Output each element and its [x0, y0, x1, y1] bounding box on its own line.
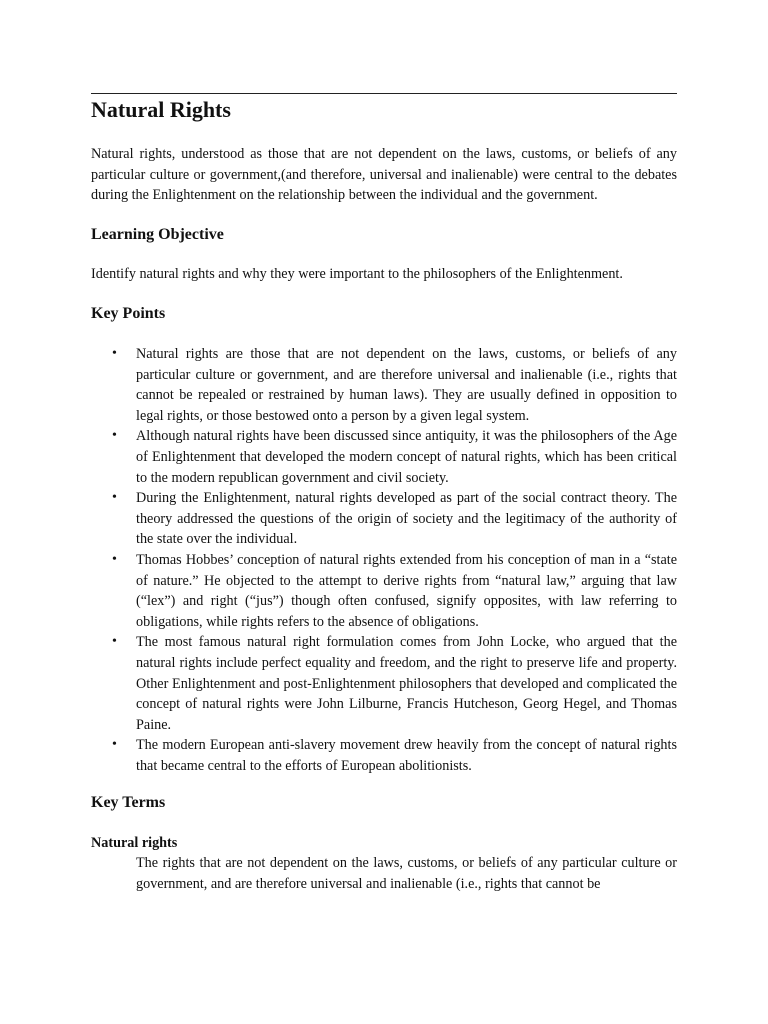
learning-objective-text: Identify natural rights and why they were important to the philosophers of the Enlightenment. — [91, 266, 623, 282]
list-item-text: Although natural rights have been discussed since antiquity, it was the philosophers of the Age of Enlightenment that developed the modern concept of natural rights, which has been critical to the modern republican government and civil society. — [136, 428, 677, 486]
learning-objective-heading: Learning Objective — [91, 226, 224, 243]
key-terms-heading: Key Terms — [91, 794, 166, 811]
bullet-icon: • — [112, 428, 117, 444]
list-item — [91, 735, 677, 776]
bullet-icon: • — [112, 490, 117, 506]
key-term-name: Natural rights — [91, 835, 178, 851]
top-rule-divider — [91, 93, 677, 94]
list-item — [91, 488, 677, 550]
list-item — [91, 344, 677, 426]
page-title: Natural Rights — [91, 97, 231, 122]
key-points-list — [91, 344, 677, 776]
key-points-heading: Key Points — [91, 305, 166, 322]
key-term-definition: The rights that are not dependent on the laws, customs, or beliefs of any particular culture or government, and are therefore universal and inalienable (i.e., rights that cannot be — [136, 855, 677, 892]
list-item-text: The modern European anti-slavery movement drew heavily from the concept of natural rights that became central to the efforts of European abolitionists. — [136, 737, 677, 774]
list-item-text: Thomas Hobbes’ conception of natural rights extended from his conception of man in a “state of nature.” He objected to the attempt to derive rights from “natural law,” arguing that law (“lex”) and right (“jus”) though often confused, signify opposites, with law referring to obligations, while rights refers to the absence of obligations. — [136, 551, 677, 630]
bullet-icon: • — [112, 346, 117, 361]
bullet-icon: • — [112, 737, 117, 753]
list-item — [91, 550, 677, 632]
list-item-text: The most famous natural right formulation comes from John Locke, who argued that the natural rights include perfect equality and freedom, and the right to preserve life and property. Other Enlightenment and post-Enlightenment philosophers that developed and complicated the concept of natural rights were John Lilburne, Francis Hutcheson, Georg Hegel, and Thomas Paine. — [136, 634, 677, 733]
bullet-icon: • — [112, 634, 117, 650]
list-item-text: During the Enlightenment, natural rights developed as part of the social contract theory. The theory addressed the questions of the origin of society and the legitimacy of the authority of the state over the individual. — [136, 490, 677, 548]
bullet-icon: • — [112, 551, 117, 567]
intro-paragraph: Natural rights, understood as those that are not dependent on the laws, customs, or beliefs of any particular culture or government,(and therefore, universal and inalienable) were central to the debates during the Enlightenment on the relationship between the individual and the government. — [91, 146, 677, 204]
list-item — [91, 632, 677, 735]
list-item-text: Natural rights are those that are not dependent on the laws, customs, or beliefs of any particular culture or government, and are therefore universal and inalienable (i.e., rights that cannot be repealed or restrained by human laws). They are usually defined in opposition to legal rights, or those bestowed onto a person by a given legal system. — [136, 346, 677, 424]
list-item — [91, 426, 677, 488]
